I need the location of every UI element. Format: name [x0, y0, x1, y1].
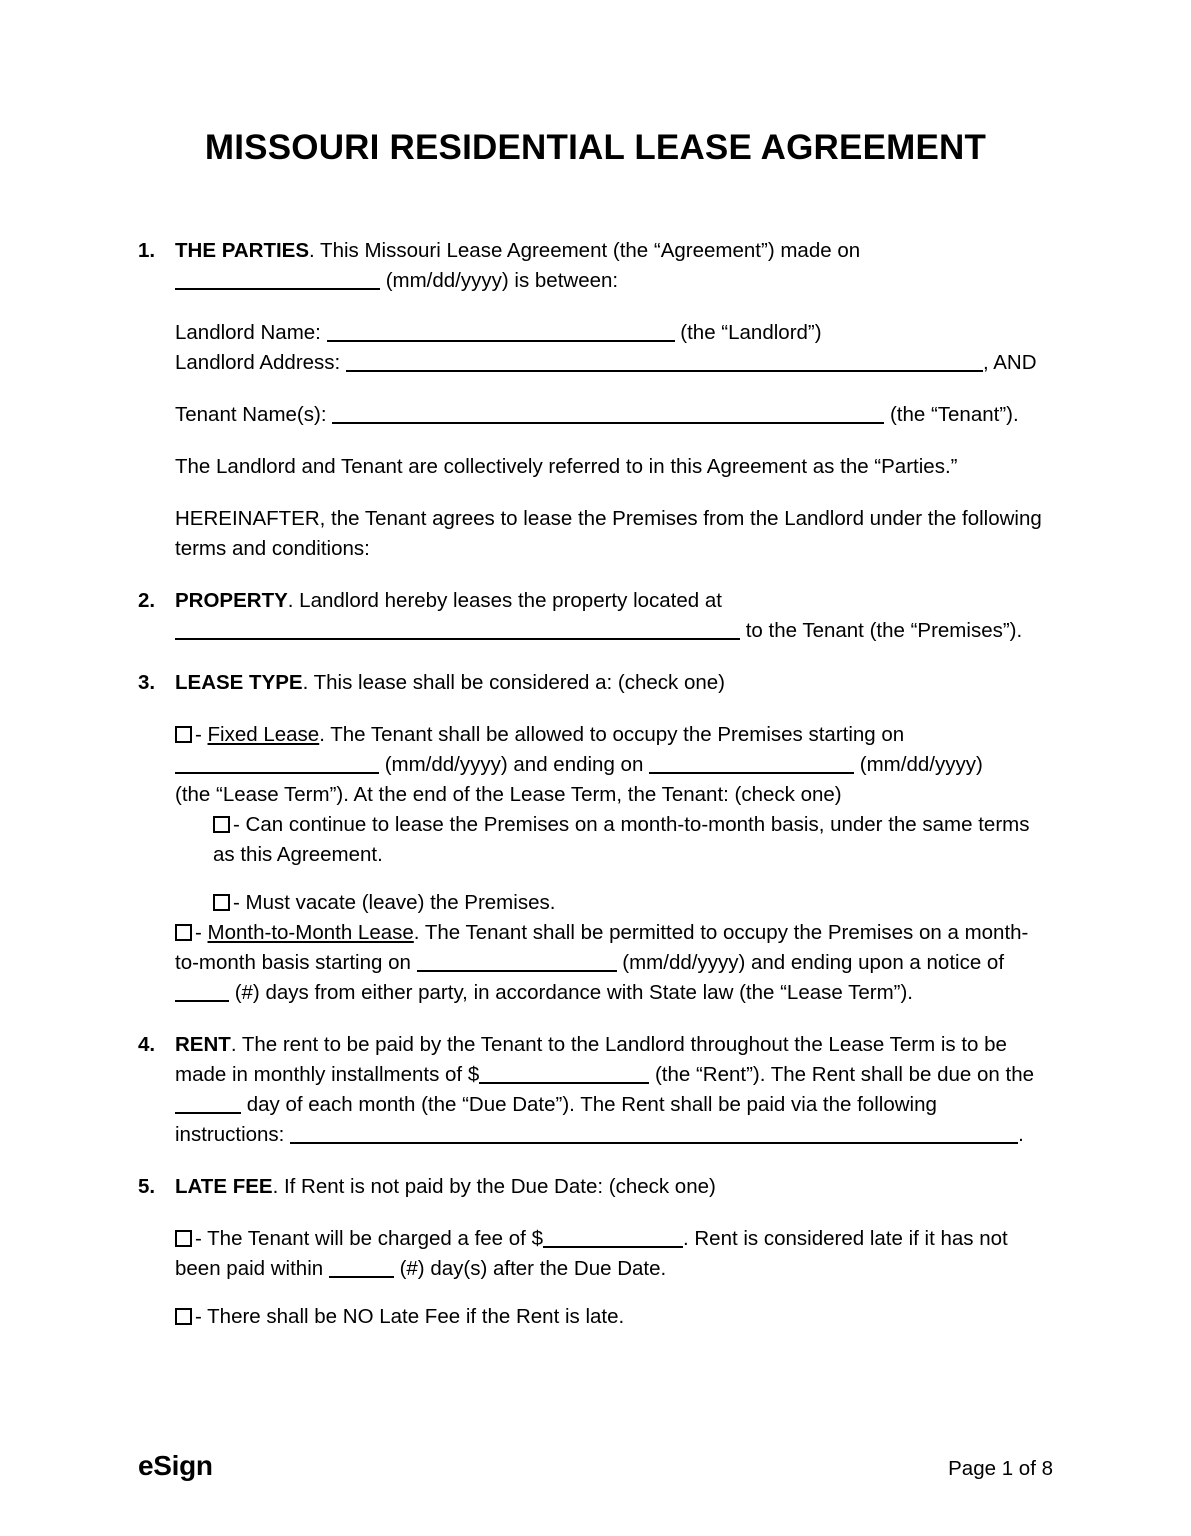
option-dash: - [195, 723, 208, 746]
month-to-month-text-1: . The Tenant shall be permitted to occupy the Premises on a month-to-month basis starting on [175, 921, 1029, 974]
clause-number: 1. [138, 239, 156, 262]
checkbox-continue-month-to-month[interactable] [213, 816, 230, 833]
option-continue-month-to-month [213, 810, 1048, 870]
clause-heading: THE PARTIES [175, 239, 310, 262]
tenant-name-label: Tenant Name(s): [175, 403, 327, 426]
late-fee-grace-days-blank[interactable] [329, 1258, 394, 1278]
fixed-lease-text-3: (mm/dd/yyyy) [859, 753, 983, 776]
month-to-month-start-date-blank[interactable] [417, 952, 617, 972]
rent-text-3: day of each month (the “Due Date”). The Rent shall be paid via the following instructions: [175, 1093, 937, 1146]
clause-late-fee [138, 1172, 1048, 1332]
fixed-lease-text-4: (the “Lease Term”). At the end of the Lease Term, the Tenant: (check one) [175, 783, 842, 806]
option-label-month-to-month: Month-to-Month Lease [207, 921, 414, 944]
tenant-name-blank[interactable] [332, 404, 884, 424]
parties-intro [175, 236, 1048, 296]
lease-type-intro: . This lease shall be considered a: (check one) [302, 671, 725, 694]
rent-text [175, 1030, 1048, 1150]
checkbox-month-to-month-lease[interactable] [175, 924, 192, 941]
tenant-name-suffix: (the “Tenant”). [889, 403, 1019, 426]
page-number: Page 1 of 8 [948, 1457, 1053, 1480]
clause-lease-type [138, 668, 1048, 1008]
landlord-address-suffix: , AND [982, 351, 1037, 374]
clause-property [138, 586, 1048, 646]
no-late-fee-text: There shall be NO Late Fee if the Rent is late. [207, 1305, 625, 1328]
late-fee-text-3: (#) day(s) after the Due Date. [399, 1257, 667, 1280]
option-label-fixed-lease: Fixed Lease [207, 723, 320, 746]
clause-heading: PROPERTY [175, 589, 288, 612]
tenant-field [175, 400, 1048, 430]
clause-number: 4. [138, 1033, 156, 1056]
option-dash: - [195, 1305, 208, 1328]
parties-collective: The Landlord and Tenant are collectively referred to in this Agreement as the “Parties.” [175, 455, 958, 478]
landlord-address-blank[interactable] [346, 352, 983, 372]
landlord-name-suffix: (the “Landlord”) [680, 321, 822, 344]
parties-intro-after: (mm/dd/yyyy) is between: [385, 269, 619, 292]
rent-amount-blank[interactable] [479, 1064, 649, 1084]
option-dash: - [195, 1227, 208, 1250]
checkbox-late-fee-charged[interactable] [175, 1230, 192, 1247]
lease-type-text [175, 668, 1048, 698]
option-fixed-lease [175, 720, 1048, 810]
option-no-late-fee [175, 1302, 1048, 1332]
clause-heading: LEASE TYPE [175, 671, 303, 694]
late-fee-text-1: The Tenant will be charged a fee of $ [207, 1227, 543, 1250]
rent-instructions-blank[interactable] [290, 1124, 1018, 1144]
rent-due-day-blank[interactable] [175, 1094, 241, 1114]
option-dash: - [195, 921, 208, 944]
fixed-lease-text-1: . The Tenant shall be allowed to occupy the Premises starting on [319, 723, 905, 746]
checkbox-no-late-fee[interactable] [175, 1308, 192, 1325]
property-text [175, 586, 1048, 646]
late-fee-amount-blank[interactable] [543, 1228, 683, 1248]
clause-number: 5. [138, 1175, 156, 1198]
agreement-date-blank[interactable] [175, 270, 380, 290]
sub-option-text: - Can continue to lease the Premises on a month-to-month basis, under the same terms as this Agreement. [213, 813, 1030, 866]
fixed-lease-end-date-blank[interactable] [649, 754, 854, 774]
sub-option-text: - Must vacate (leave) the Premises. [233, 891, 556, 914]
page-footer [138, 1450, 1053, 1482]
document-body [138, 236, 1048, 1332]
option-must-vacate [213, 888, 1048, 918]
brand-logo: eSign [138, 1450, 213, 1481]
rent-text-2: (the “Rent”). The Rent shall be due on the [654, 1063, 1035, 1086]
fixed-lease-start-date-blank[interactable] [175, 754, 379, 774]
parties-hereinafter: HEREINAFTER, the Tenant agrees to lease the Premises from the Landlord under the following terms and conditions: [175, 507, 1042, 560]
clause-heading: LATE FEE [175, 1175, 273, 1198]
fixed-lease-text-2: (mm/dd/yyyy) and ending on [384, 753, 644, 776]
month-to-month-text-2: (mm/dd/yyyy) and ending upon a notice of [622, 951, 1005, 974]
clause-the-parties [138, 236, 1048, 564]
property-text-after: to the Tenant (the “Premises”). [745, 619, 1023, 642]
clause-rent [138, 1030, 1048, 1150]
page-title: MISSOURI RESIDENTIAL LEASE AGREEMENT [204, 128, 987, 167]
clause-number: 2. [138, 589, 156, 612]
month-to-month-notice-days-blank[interactable] [175, 982, 229, 1002]
late-fee-text-2: . Rent is considered late if it has not been paid within [175, 1227, 1008, 1280]
checkbox-must-vacate[interactable] [213, 894, 230, 911]
clause-heading: RENT [175, 1033, 231, 1056]
rent-text-1: . The rent to be paid by the Tenant to the Landlord throughout the Lease Term is to be made in monthly installments of $ [175, 1033, 1007, 1086]
late-fee-text [175, 1172, 1048, 1202]
landlord-name-label: Landlord Name: [175, 321, 321, 344]
checkbox-fixed-lease[interactable] [175, 726, 192, 743]
property-text-before: . Landlord hereby leases the property located at [287, 589, 722, 612]
landlord-name-blank[interactable] [327, 322, 675, 342]
month-to-month-text-3: (#) days from either party, in accordance with State law (the “Lease Term”). [234, 981, 913, 1004]
party-fields [175, 318, 1048, 378]
option-late-fee-charged [175, 1224, 1048, 1284]
late-fee-intro: . If Rent is not paid by the Due Date: (check one) [272, 1175, 716, 1198]
rent-text-4: . [1018, 1123, 1024, 1146]
fixed-lease-sub-options [213, 810, 1048, 918]
property-address-blank[interactable] [175, 620, 740, 640]
parties-intro-text: . This Missouri Lease Agreement (the “Agreement”) made on [309, 239, 861, 262]
landlord-address-label: Landlord Address: [175, 351, 341, 374]
option-month-to-month-lease [175, 918, 1048, 1008]
clause-number: 3. [138, 671, 156, 694]
